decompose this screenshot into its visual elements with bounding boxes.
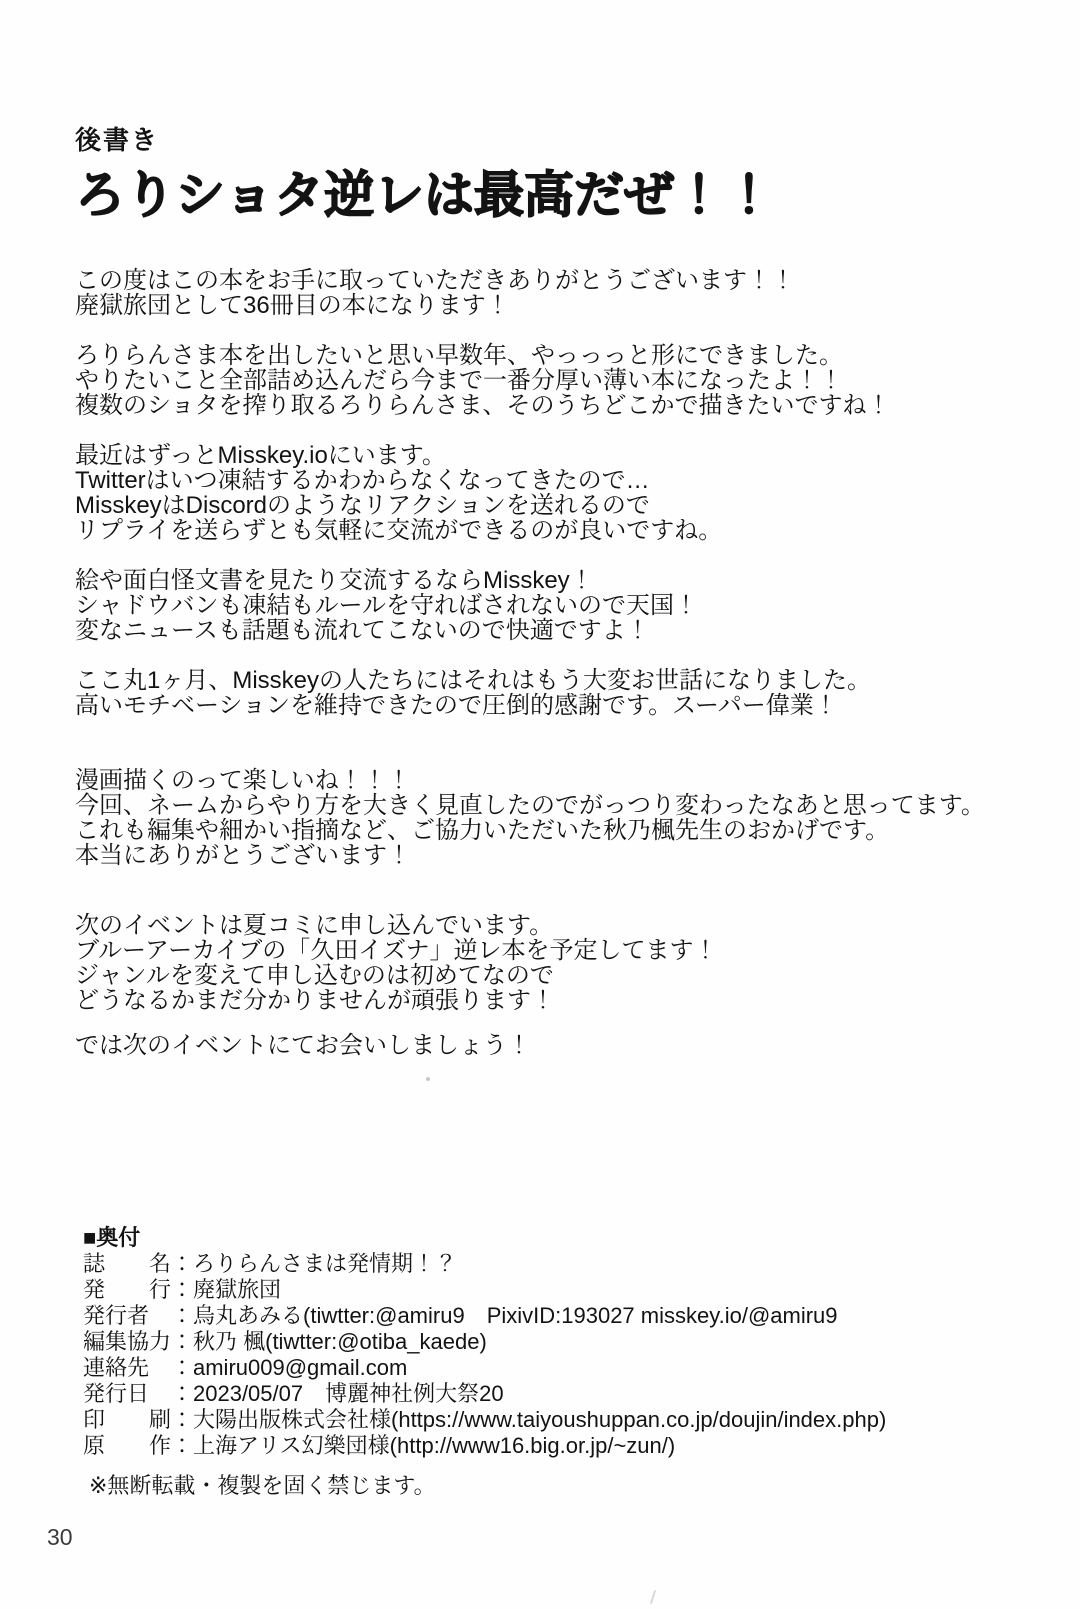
text-line: ここ丸1ヶ月、Misskeyの人たちにはそれはもう大変お世話になりました。 [75, 667, 872, 694]
afterword-body [75, 268, 1040, 1058]
colophon-row-title: 誌 名：ろりらんさまは発情期！？ [83, 1251, 458, 1276]
colophon-row-publisher: 発行者 ：烏丸あみる(tiwtter:@amiru9 PixivID:193027 misskey.io/@amiru9 [83, 1303, 838, 1328]
scan-artifact-line [650, 1590, 656, 1604]
paragraph-book [75, 343, 1040, 418]
scan-artifact-dot [426, 1077, 430, 1081]
text-line: やりたいこと全部詰め込んだら今まで一番分厚い薄い本になったよ！！ [75, 367, 843, 394]
text-line: リプライを送らずとも気軽に交流ができるのが良いですね。 [75, 517, 723, 544]
colophon [83, 1225, 1040, 1499]
text-line: 絵や面白怪文書を見たり交流するならMisskey！ [75, 567, 594, 594]
colophon-heading: ■奥付 [83, 1225, 141, 1250]
text-line: 漫画描くのって楽しいね！！！ [75, 767, 411, 794]
text-line: 最近はずっとMisskey.ioにいます。 [75, 442, 446, 469]
paragraph-misskey-praise [75, 568, 1040, 643]
text-line: どうなるかまだ分かりませんが頑張ります！ [75, 987, 555, 1014]
text-line: Twitterはいつ凍結するかわからなくなってきたので… [75, 467, 650, 494]
colophon-row-contact: 連絡先 ：amiru009@gmail.com [83, 1355, 408, 1380]
paragraph-manga [75, 768, 1040, 868]
text-line: 高いモチベーションを維持できたので圧倒的感謝です。スーパー偉業！ [75, 692, 838, 719]
colophon-row-printing: 印 刷：大陽出版株式会社様(https://www.taiyoushuppan.co.jp/doujin/index.php) [83, 1407, 887, 1432]
text-line: 本当にありがとうございます！ [75, 842, 411, 869]
paragraph-next-event [75, 913, 1040, 1013]
page-number: 30 [47, 1524, 73, 1550]
page-content [75, 125, 1040, 1499]
text-line: 次のイベントは夏コミに申し込んでいます。 [75, 912, 554, 939]
text-line: 廃獄旅団として36冊目の本になります！ [75, 292, 510, 319]
text-line: ブルーアーカイブの「久田イズナ」逆レ本を予定してます！ [75, 937, 718, 964]
text-line: シャドウバンも凍結もルールを守ればされないので天国！ [75, 592, 699, 619]
text-line: では次のイベントにてお会いしましょう！ [75, 1032, 531, 1059]
text-line: これも編集や細かい指摘など、ご協力いただいた秋乃楓先生のおかげです。 [75, 817, 890, 844]
text-line: ろりらんさま本を出したいと思い早数年、やっっっと形にできました。 [75, 342, 843, 369]
colophon-row-original: 原 作：上海アリス幻樂団様(http://www16.big.or.jp/~zun/) [83, 1433, 676, 1458]
text-line: 複数のショタを搾り取るろりらんさま、そのうちどこかで描きたいですね！ [75, 392, 891, 419]
text-line: 今回、ネームからやり方を大きく見直したのでがっつり変わったなあと思ってます。 [75, 792, 985, 819]
copyright-notice: ※無断転載・複製を固く禁じます。 [89, 1473, 436, 1498]
text-line: ジャンルを変えて申し込むのは初めてなので [75, 962, 554, 989]
page-title: ろりショタ逆レは最高だぜ！！ [75, 167, 774, 223]
colophon-row-date: 発行日 ：2023/05/07 博麗神社例大祭20 [83, 1381, 504, 1406]
section-label: 後書き [75, 125, 160, 155]
paragraph-farewell [75, 1033, 1040, 1058]
paragraph-gratitude [75, 668, 1040, 718]
paragraph-thanks [75, 268, 1040, 318]
text-line: この度はこの本をお手に取っていただきありがとうございます！！ [75, 267, 795, 294]
text-line: MisskeyはDiscordのようなリアクションを送れるので [75, 492, 650, 519]
text-line: 変なニュースも話題も流れてこないので快適ですよ！ [75, 617, 650, 644]
colophon-row-editing: 編集協力：秋乃 楓(tiwtter:@otiba_kaede) [83, 1329, 487, 1354]
colophon-row-circle: 発 行：廃獄旅団 [83, 1277, 282, 1302]
paragraph-misskey [75, 443, 1040, 543]
